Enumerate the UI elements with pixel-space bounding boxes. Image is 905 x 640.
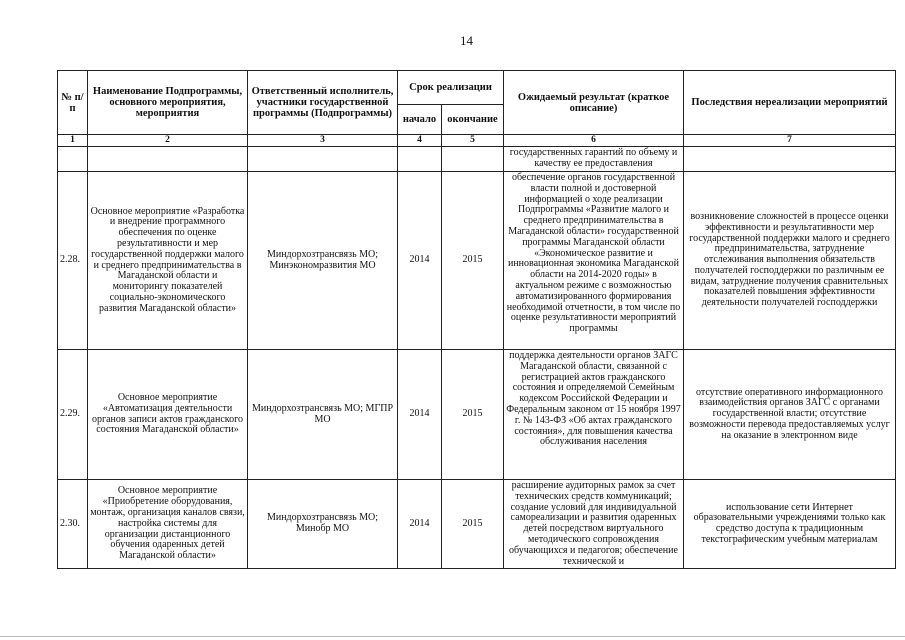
column-number: 2 — [88, 135, 248, 147]
row-name: Основное мероприятие «Автоматизация деятельности органов записи актов гражданского состояния Магаданской области» — [88, 350, 248, 480]
continuation-result: государственных гарантий по объему и качеству ее предоставления — [504, 147, 684, 172]
table-row — [58, 172, 896, 350]
column-number: 6 — [504, 135, 684, 147]
column-number: 1 — [58, 135, 88, 147]
column-number: 4 — [398, 135, 442, 147]
page-number: 14 — [460, 33, 473, 48]
column-number: 7 — [684, 135, 896, 147]
header-term: Срок реализации — [398, 71, 504, 105]
row-result: поддержка деятельности органов ЗАГС Магаданской области, связанной с регистрацией актов гражданского состояния и определяемой Семейным кодексом Российской Федерации и Федеральным законом от 15 ноября 1997 г. № 143-ФЗ «Об актах гражданского состояния», для повышения качества обслуживания населения — [504, 350, 684, 480]
row-consequences: возникновение сложностей в процессе оценки эффективности и результативности мер государственной поддержки малого и среднего предпринимательства, затруднение отслеживания выполнения обязательств получателей господдержки по различным ее видам, затруднение получения сравнительных показателей повышения эффективности деятельности получателей господдержки — [684, 172, 896, 350]
header-row — [58, 71, 896, 105]
row-end: 2015 — [442, 350, 504, 480]
column-number: 5 — [442, 135, 504, 147]
row-number: 2.28. — [58, 172, 88, 350]
row-result: расширение аудиторных рамок за счет технических средств коммуникаций; создание условий для индивидуальной самореализации и развития одаренных детей посредством виртуального методического сопровождения обучающихся и педагогов; обеспечение технической и — [504, 480, 684, 569]
header-result: Ожидаемый результат (краткое описание) — [504, 71, 684, 135]
header-consequences: Последствия нереализации мероприятий — [684, 71, 896, 135]
row-consequences: отсутствие оперативного информационного взаимодействия органов ЗАГС с органами государственной власти; отсутствие возможности перевода предоставляемых услуг на оказание в электронном виде — [684, 350, 896, 480]
table-row — [58, 480, 896, 569]
page-bottom-rule — [0, 636, 905, 637]
row-responsible: Миндорхозтрансвязь МО; МГПР МО — [248, 350, 398, 480]
header-name: Наименование Подпрограммы, основного мероприятия, мероприятия — [88, 71, 248, 135]
row-number: 2.29. — [58, 350, 88, 480]
row-responsible: Миндорхозтрансвязь МО; Минэкономразвития МО — [248, 172, 398, 350]
row-responsible: Миндорхозтрансвязь МО; Минобр МО — [248, 480, 398, 569]
row-name: Основное мероприятие «Приобретение оборудования, монтаж, организация каналов связи, настройка системы для организации дистанционного обучения одаренных детей Магаданской области» — [88, 480, 248, 569]
row-start: 2014 — [398, 480, 442, 569]
row-end: 2015 — [442, 480, 504, 569]
header-start: начало — [398, 105, 442, 135]
column-number-row — [58, 135, 896, 147]
program-activities-table — [57, 70, 896, 569]
row-result: обеспечение органов государственной власти полной и достоверной информацией о ходе реализации Подпрограммы «Развитие малого и среднего предпринимательства в Магаданской области» государственной программы Магаданской области «Экономическое развитие и инновационная экономика Магаданской области на 2014-2020 годы» в актуальном режиме с возможностью автоматизированного формирования необходимой отчетности, в том числе по оценке результативности мероприятий программы — [504, 172, 684, 350]
row-start: 2014 — [398, 172, 442, 350]
row-start: 2014 — [398, 350, 442, 480]
row-end: 2015 — [442, 172, 504, 350]
header-responsible: Ответственный исполнитель, участники государственной программы (Подпрограммы) — [248, 71, 398, 135]
table-row — [58, 350, 896, 480]
header-num: № п/п — [58, 71, 88, 135]
column-number: 3 — [248, 135, 398, 147]
header-end: окончание — [442, 105, 504, 135]
continuation-row — [58, 147, 896, 172]
row-number: 2.30. — [58, 480, 88, 569]
row-consequences: использование сети Интернет образовательными учреждениями только как средство доступа к традиционным текстографическим учебным материалам — [684, 480, 896, 569]
row-name: Основное мероприятие «Разработка и внедрение программного обеспечения по оценке результативности и мер государственной поддержки малого и среднего предпринимательства в Магаданской области и мониторингу показателей социально-экономического развития Магаданской области» — [88, 172, 248, 350]
